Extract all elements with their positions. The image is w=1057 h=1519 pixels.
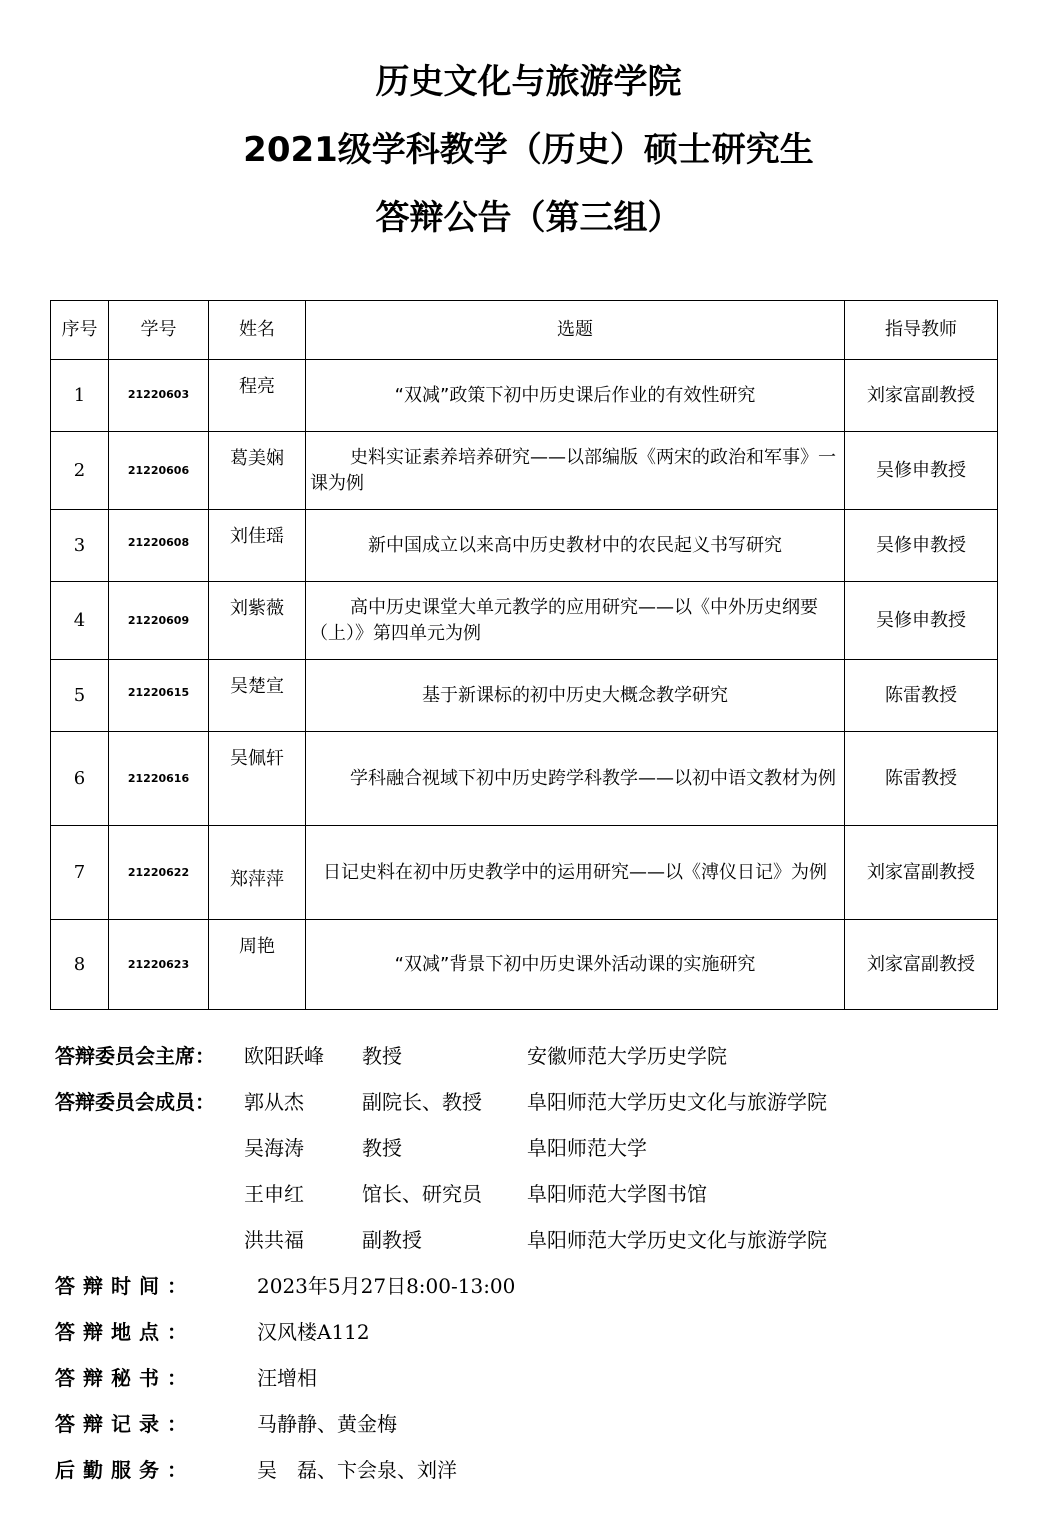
row-student-id: 21220615	[109, 660, 209, 732]
row-student-id: 21220608	[109, 510, 209, 582]
row-student-name: 吴佩轩	[209, 732, 306, 826]
member-name: 洪共福	[244, 1228, 304, 1252]
header-topic: 选题	[306, 301, 845, 360]
row-advisor: 陈雷教授	[845, 732, 998, 826]
row-topic: 日记史料在初中历史教学中的运用研究——以《溥仪日记》为例	[306, 826, 845, 920]
defense-schedule-table	[50, 300, 998, 1010]
header-index: 序号	[51, 301, 109, 360]
row-index: 2	[51, 432, 109, 510]
row-student-id: 21220623	[109, 920, 209, 1010]
member-title: 副教授	[362, 1228, 422, 1252]
member-org: 阜阳师范大学历史文化与旅游学院	[527, 1228, 827, 1252]
detail-venue-value: 汉风楼A112	[257, 1320, 370, 1344]
row-topic: 基于新课标的初中历史大概念教学研究	[306, 660, 845, 732]
row-index: 8	[51, 920, 109, 1010]
row-topic: “双减”政策下初中历史课后作业的有效性研究	[306, 360, 845, 432]
row-topic: 新中国成立以来高中历史教材中的农民起义书写研究	[306, 510, 845, 582]
row-advisor: 吴修申教授	[845, 582, 998, 660]
detail-recorder-label: 答辩记录：	[55, 1412, 195, 1436]
row-student-id: 21220606	[109, 432, 209, 510]
table-row	[51, 732, 998, 826]
row-student-id: 21220616	[109, 732, 209, 826]
committee-members-label: 答辩委员会成员：	[55, 1090, 215, 1114]
row-student-name: 周艳	[209, 920, 306, 1010]
table-row	[51, 660, 998, 732]
member-name: 王申红	[244, 1182, 304, 1206]
detail-venue-label: 答辩地点：	[55, 1320, 195, 1344]
row-topic: 学科融合视域下初中历史跨学科教学——以初中语文教材为例	[306, 732, 845, 826]
title-line-2: 2021级学科教学（历史）硕士研究生	[243, 130, 814, 170]
detail-time-label: 答辩时间：	[55, 1274, 195, 1298]
row-index: 7	[51, 826, 109, 920]
row-index: 3	[51, 510, 109, 582]
row-advisor: 陈雷教授	[845, 660, 998, 732]
row-topic: “双减”背景下初中历史课外活动课的实施研究	[306, 920, 845, 1010]
member-title: 馆长、研究员	[362, 1182, 482, 1206]
detail-time-value: 2023年5月27日8:00-13:00	[257, 1274, 516, 1298]
committee-chair-title: 教授	[362, 1044, 402, 1068]
row-advisor: 刘家富副教授	[845, 826, 998, 920]
member-org: 阜阳师范大学历史文化与旅游学院	[527, 1090, 827, 1114]
row-index: 1	[51, 360, 109, 432]
row-student-name: 郑萍萍	[209, 826, 306, 920]
row-student-name: 葛美娴	[209, 432, 306, 510]
detail-logistics-value: 吴 磊、卞会泉、刘洋	[257, 1458, 457, 1482]
committee-chair-name: 欧阳跃峰	[244, 1044, 324, 1068]
table-row	[51, 826, 998, 920]
member-name: 吴海涛	[244, 1136, 304, 1160]
header-advisor: 指导教师	[845, 301, 998, 360]
table-header-row	[51, 301, 998, 360]
member-title: 教授	[362, 1136, 402, 1160]
row-index: 4	[51, 582, 109, 660]
title-line-3: 答辩公告（第三组）	[375, 198, 682, 238]
row-student-id: 21220603	[109, 360, 209, 432]
row-advisor: 吴修申教授	[845, 432, 998, 510]
detail-secretary-value: 汪增相	[257, 1366, 317, 1390]
row-student-name: 吴楚宣	[209, 660, 306, 732]
row-advisor: 吴修申教授	[845, 510, 998, 582]
table-row	[51, 582, 998, 660]
detail-logistics-label: 后勤服务：	[55, 1458, 195, 1482]
row-index: 6	[51, 732, 109, 826]
member-org: 阜阳师范大学	[527, 1136, 647, 1160]
row-student-name: 程亮	[209, 360, 306, 432]
row-student-name: 刘紫薇	[209, 582, 306, 660]
detail-secretary-label: 答辩秘书：	[55, 1366, 195, 1390]
row-advisor: 刘家富副教授	[845, 920, 998, 1010]
row-index: 5	[51, 660, 109, 732]
detail-recorder-value: 马静静、黄金梅	[257, 1412, 397, 1436]
header-name: 姓名	[209, 301, 306, 360]
row-student-id: 21220609	[109, 582, 209, 660]
row-topic: 高中历史课堂大单元教学的应用研究——以《中外历史纲要（上）》第四单元为例	[306, 582, 845, 660]
table-row	[51, 360, 998, 432]
member-org: 阜阳师范大学图书馆	[527, 1182, 707, 1206]
row-student-id: 21220622	[109, 826, 209, 920]
table-row	[51, 510, 998, 582]
committee-chair-org: 安徽师范大学历史学院	[527, 1044, 727, 1068]
member-title: 副院长、教授	[362, 1090, 482, 1114]
table-row	[51, 920, 998, 1010]
row-student-name: 刘佳瑶	[209, 510, 306, 582]
committee-chair-label: 答辩委员会主席：	[55, 1044, 215, 1068]
title-line-1: 历史文化与旅游学院	[375, 62, 682, 102]
member-name: 郭从杰	[244, 1090, 304, 1114]
table-row	[51, 432, 998, 510]
header-student-id: 学号	[109, 301, 209, 360]
row-advisor: 刘家富副教授	[845, 360, 998, 432]
row-topic: 史料实证素养培养研究——以部编版《两宋的政治和军事》一课为例	[306, 432, 845, 510]
